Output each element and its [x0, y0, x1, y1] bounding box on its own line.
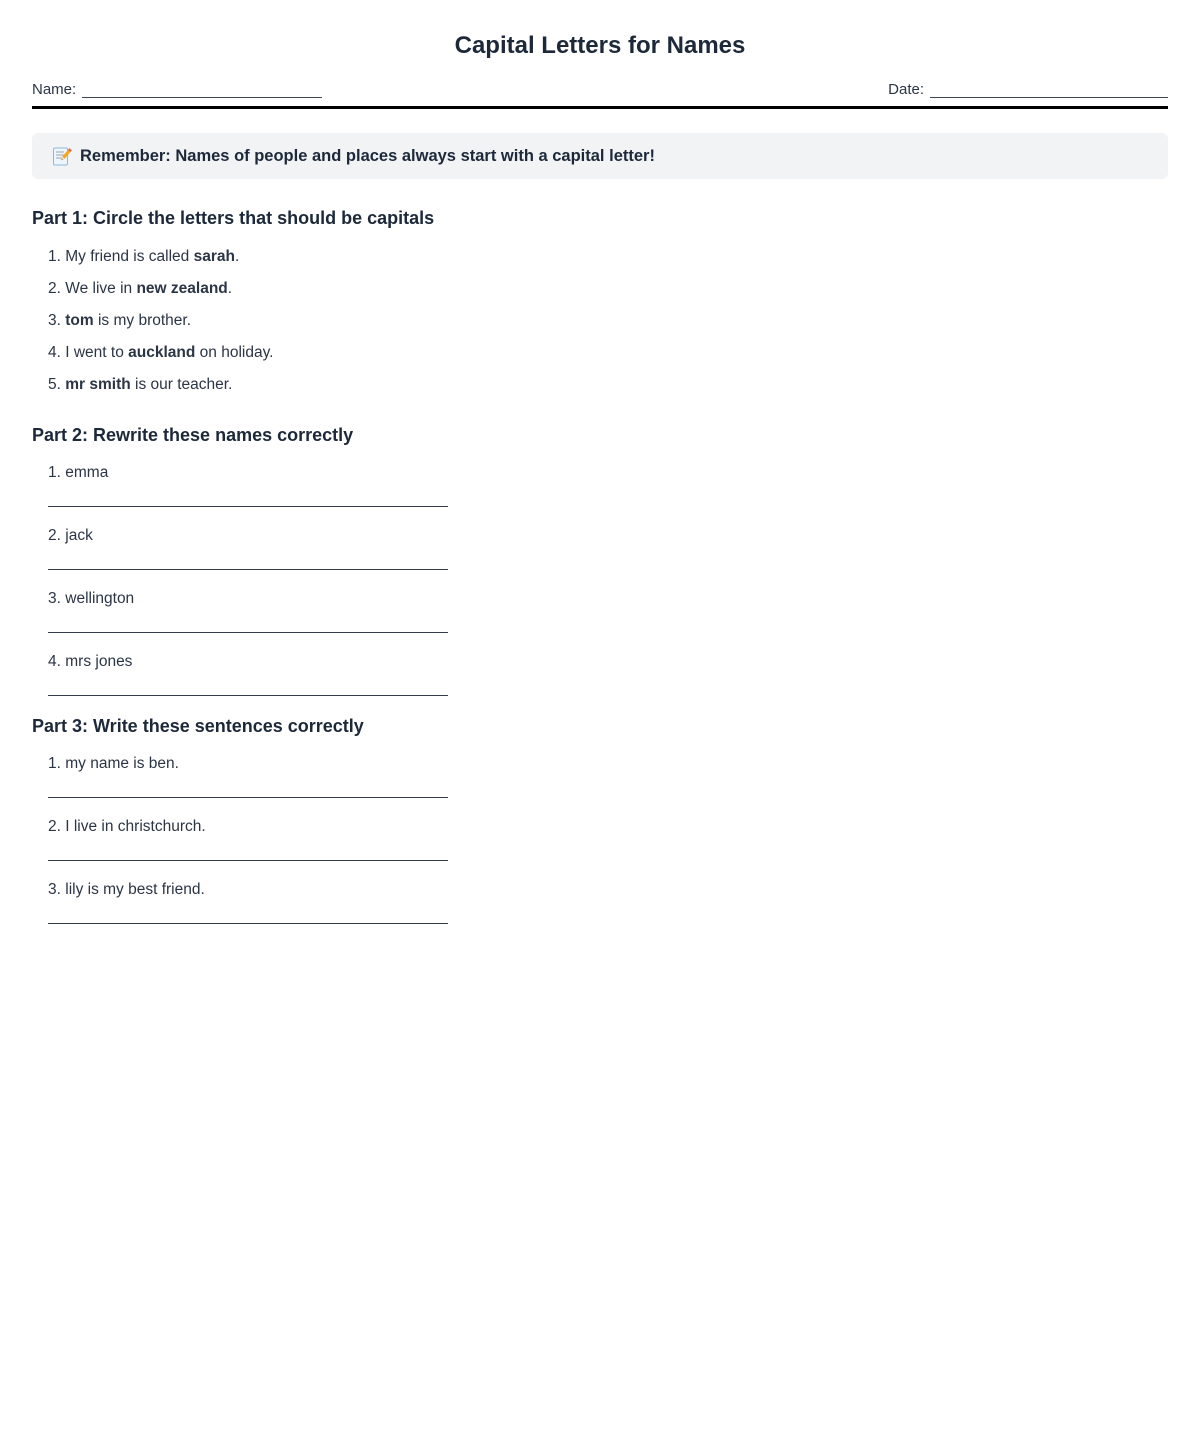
item-text: is my brother.	[93, 312, 192, 329]
item-number: 4.	[48, 653, 61, 670]
rewrite-prompt	[48, 755, 1168, 773]
part3-heading: Part 3: Write these sentences correctly	[32, 716, 364, 736]
page-title: Capital Letters for Names	[454, 32, 746, 59]
part2-item-1	[48, 464, 1168, 507]
item-number: 2.	[48, 280, 61, 297]
answer-line	[48, 860, 448, 861]
item-text: jack	[65, 527, 93, 544]
item-number: 5.	[48, 376, 61, 393]
worksheet-page	[0, 34, 1200, 924]
item-number: 3.	[48, 881, 61, 898]
part1-item-5	[48, 369, 1168, 401]
name-blank-line	[82, 82, 322, 98]
item-number: 1.	[48, 755, 61, 772]
memo-icon	[52, 146, 72, 166]
item-text: I live in christchurch.	[65, 818, 206, 835]
header-divider	[32, 106, 1168, 109]
part1-item-3	[48, 305, 1168, 337]
item-number: 2.	[48, 527, 61, 544]
item-number: 1.	[48, 464, 61, 481]
rewrite-prompt	[48, 653, 1168, 671]
item-text: emma	[65, 464, 109, 481]
answer-line	[48, 632, 448, 633]
part2-item-4	[48, 653, 1168, 696]
item-number: 3.	[48, 590, 61, 607]
rewrite-prompt	[48, 818, 1168, 836]
item-bold-word: sarah	[193, 248, 235, 265]
item-text: My friend is called	[65, 248, 194, 265]
part2-list	[32, 464, 1168, 696]
part3-item-1	[48, 755, 1168, 798]
item-number: 4.	[48, 344, 61, 361]
item-text: .	[227, 280, 233, 297]
item-text: my name is ben.	[65, 755, 179, 772]
item-text: mrs jones	[65, 653, 133, 670]
answer-line	[48, 923, 448, 924]
part2-heading: Part 2: Rewrite these names correctly	[32, 425, 354, 445]
answer-line	[48, 506, 448, 507]
part1-heading: Part 1: Circle the letters that should be capitals	[32, 208, 435, 228]
part3-list	[32, 755, 1168, 924]
item-text: is our teacher.	[130, 376, 233, 393]
item-text: wellington	[65, 590, 135, 607]
answer-line	[48, 569, 448, 570]
part2-item-3	[48, 590, 1168, 633]
item-bold-word: mr smith	[65, 376, 131, 393]
date-blank-line	[930, 82, 1168, 98]
answer-line	[48, 797, 448, 798]
name-date-row	[32, 82, 1168, 98]
reminder-callout	[32, 133, 1168, 179]
item-text: on holiday.	[195, 344, 274, 361]
rewrite-prompt	[48, 881, 1168, 899]
reminder-text: Remember: Names of people and places always start with a capital letter!	[80, 147, 655, 165]
part2-item-2	[48, 527, 1168, 570]
item-text: We live in	[65, 280, 137, 297]
rewrite-prompt	[48, 464, 1168, 482]
name-label: Name:	[32, 81, 77, 98]
answer-line	[48, 695, 448, 696]
rewrite-prompt	[48, 590, 1168, 608]
part1-item-4	[48, 337, 1168, 369]
part1-list	[32, 241, 1168, 401]
part1-item-1	[48, 241, 1168, 273]
rewrite-prompt	[48, 527, 1168, 545]
item-number: 2.	[48, 818, 61, 835]
item-bold-word: auckland	[128, 344, 196, 361]
item-bold-word: tom	[65, 312, 94, 329]
part3-item-2	[48, 818, 1168, 861]
part3-item-3	[48, 881, 1168, 924]
date-field-group	[888, 82, 1168, 98]
date-label: Date:	[888, 81, 924, 98]
part1-item-2	[48, 273, 1168, 305]
item-text: lily is my best friend.	[65, 881, 205, 898]
item-number: 1.	[48, 248, 61, 265]
item-bold-word: new zealand	[136, 280, 228, 297]
item-number: 3.	[48, 312, 61, 329]
name-field-group	[32, 82, 322, 98]
item-text: I went to	[65, 344, 129, 361]
item-text: .	[234, 248, 240, 265]
